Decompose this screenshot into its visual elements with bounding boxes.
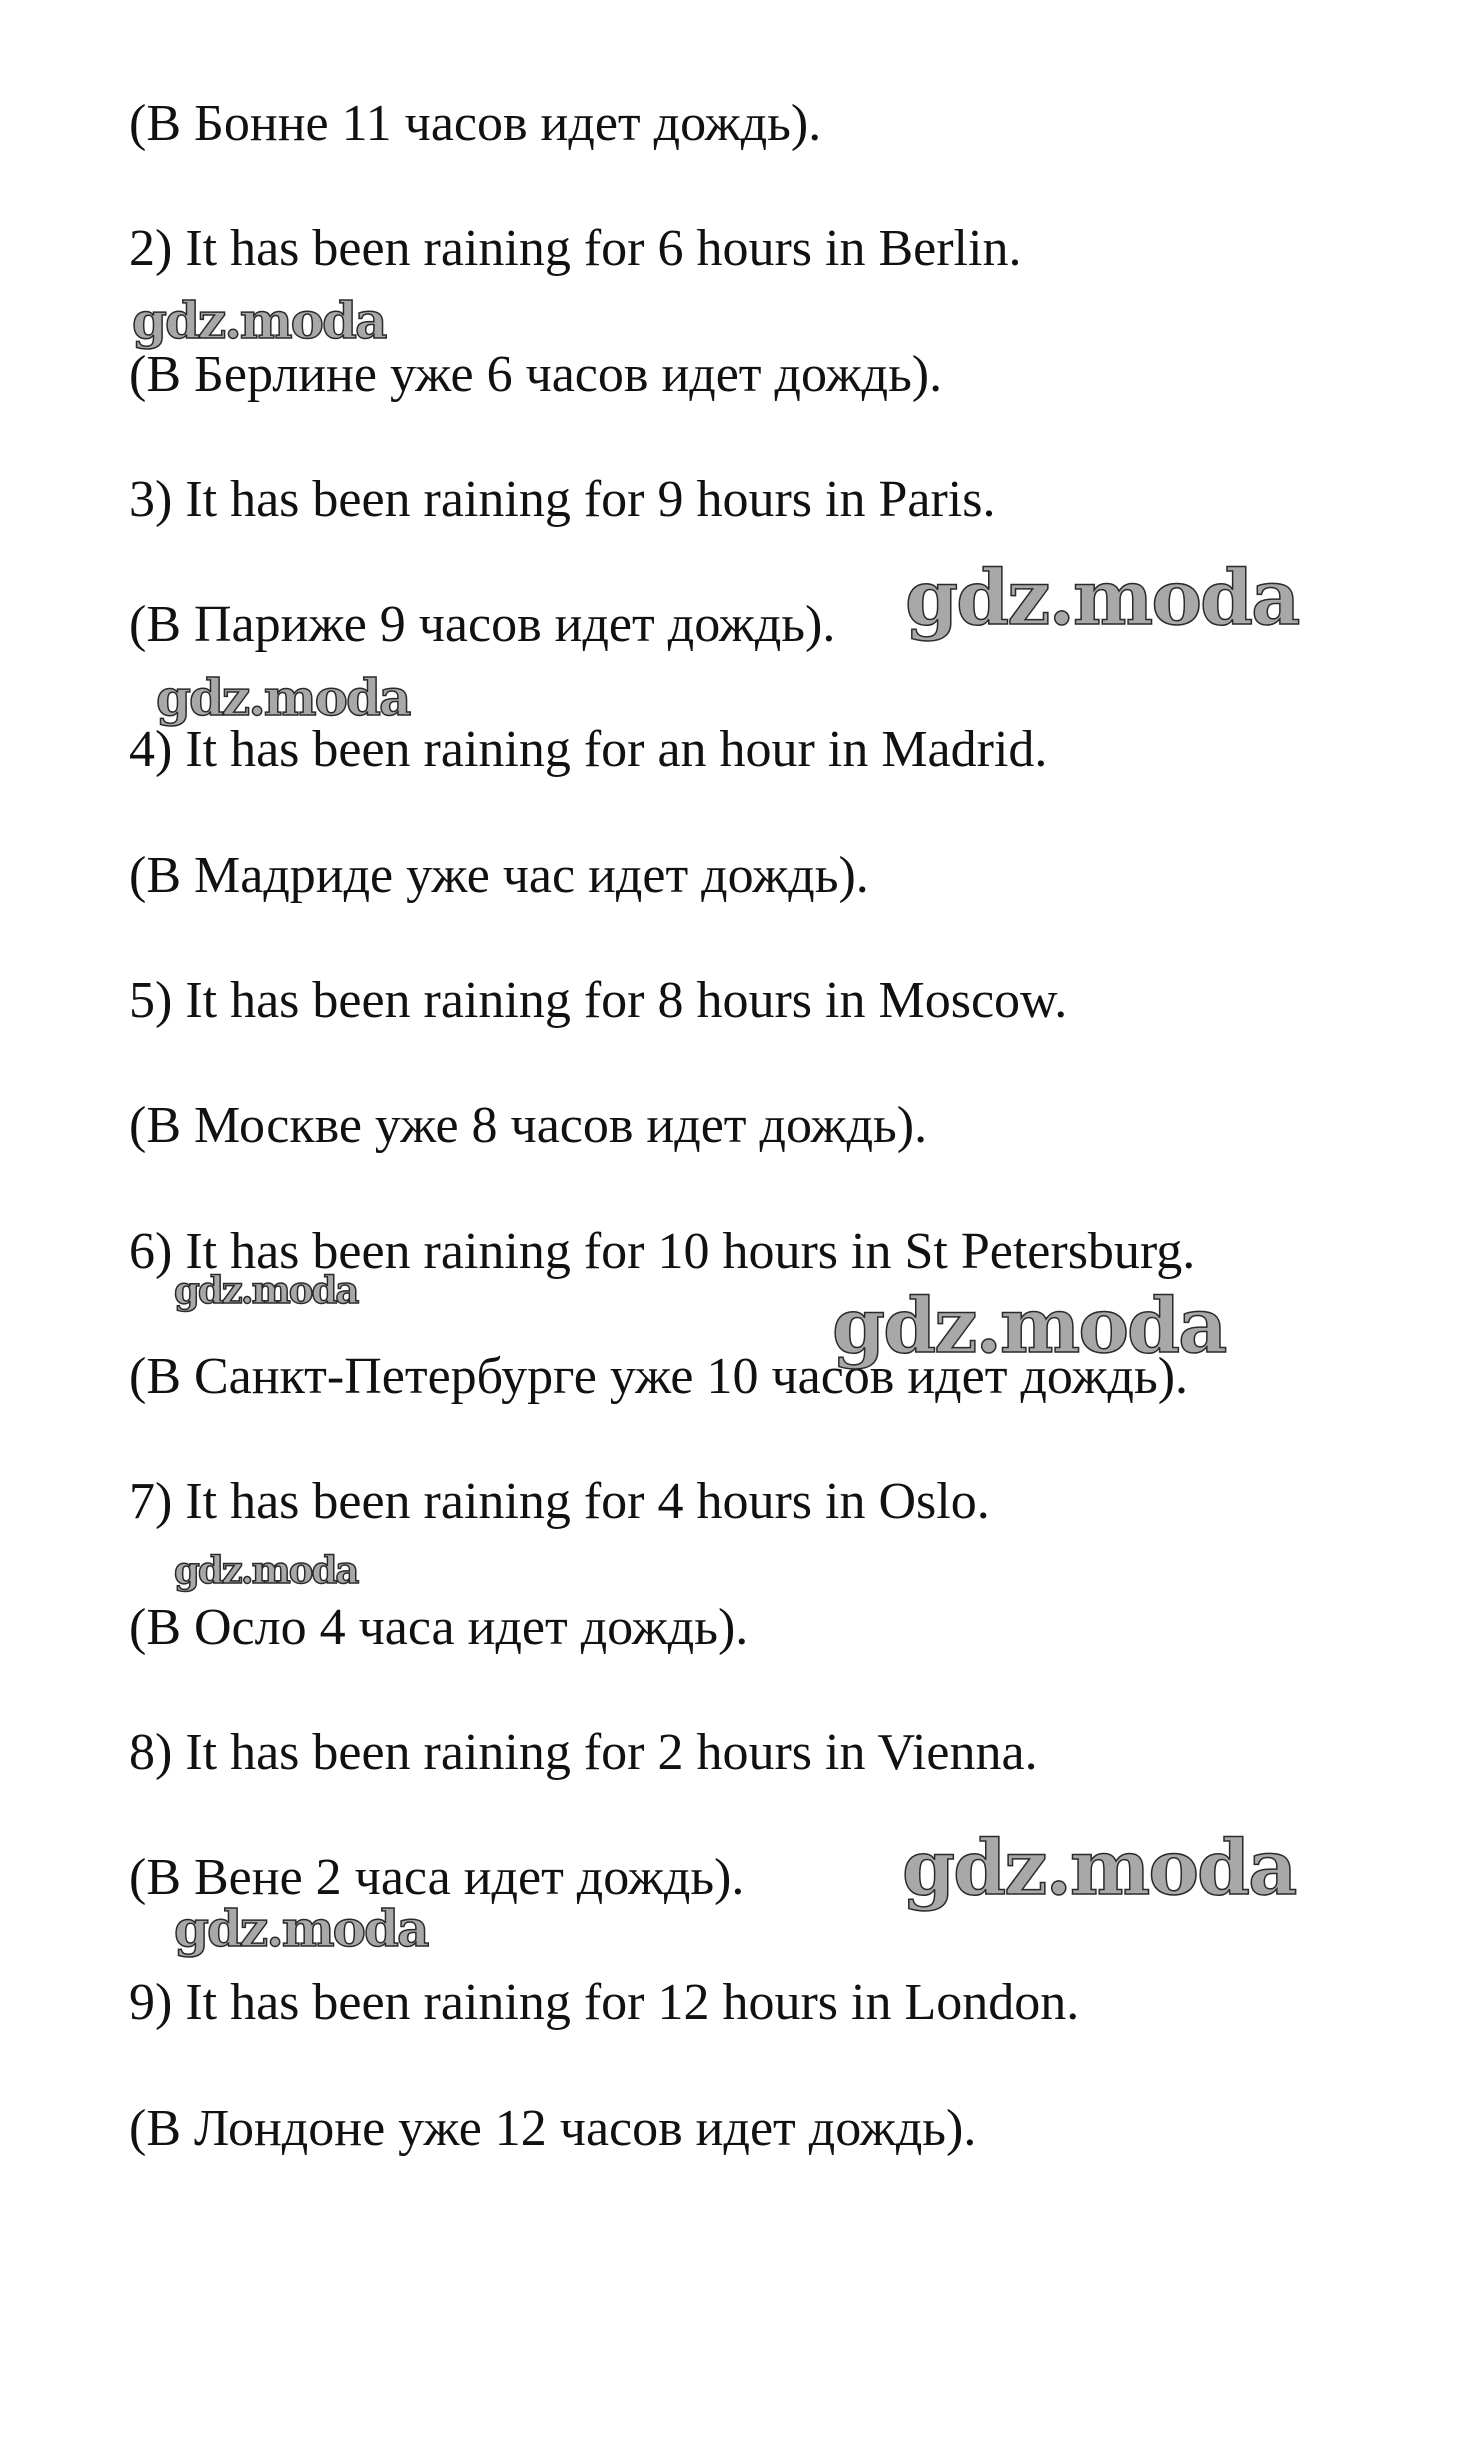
text-line: 5) It has been raining for 8 hours in Moscow. (129, 972, 1068, 1030)
text-line: (В Мадриде уже час идет дождь). (129, 846, 869, 904)
watermark: gdz.moda (156, 668, 410, 727)
text-line: (В Вене 2 часа идет дождь). (129, 1849, 745, 1907)
text-line: 4) It has been raining for an hour in Madrid. (129, 721, 1048, 779)
text-line: (В Париже 9 часов идет дождь). (129, 596, 836, 654)
text-line: 3) It has been raining for 9 hours in Paris. (129, 470, 996, 528)
watermark: gdz.moda (132, 291, 386, 350)
text-line: (В Санкт-Петербурге уже 10 часов идет дождь). (129, 1347, 1189, 1405)
watermark: gdz.moda (832, 1281, 1226, 1370)
text-line: 9) It has been raining for 12 hours in London. (129, 1974, 1080, 2032)
text-line: (В Осло 4 часа идет дождь). (129, 1598, 749, 1656)
text-line: (В Москве уже 8 часов идет дождь). (129, 1097, 928, 1155)
watermark: gdz.moda (902, 1823, 1296, 1912)
text-line: (В Лондоне уже 12 часов идет дождь). (129, 2099, 977, 2157)
watermark: gdz.moda (905, 553, 1299, 642)
watermark: gdz.moda (174, 1899, 428, 1958)
watermark: gdz.moda (174, 1548, 358, 1592)
text-line: 8) It has been raining for 2 hours in Vienna. (129, 1723, 1038, 1781)
text-line: 6) It has been raining for 10 hours in St Petersburg. (129, 1222, 1196, 1280)
text-line: 2) It has been raining for 6 hours in Berlin. (129, 220, 1022, 278)
text-line: 7) It has been raining for 4 hours in Oslo. (129, 1473, 990, 1531)
text-line: (В Бонне 11 часов идет дождь). (129, 95, 822, 152)
watermark: gdz.moda (174, 1268, 358, 1312)
text-line: (В Берлине уже 6 часов идет дождь). (129, 345, 943, 403)
